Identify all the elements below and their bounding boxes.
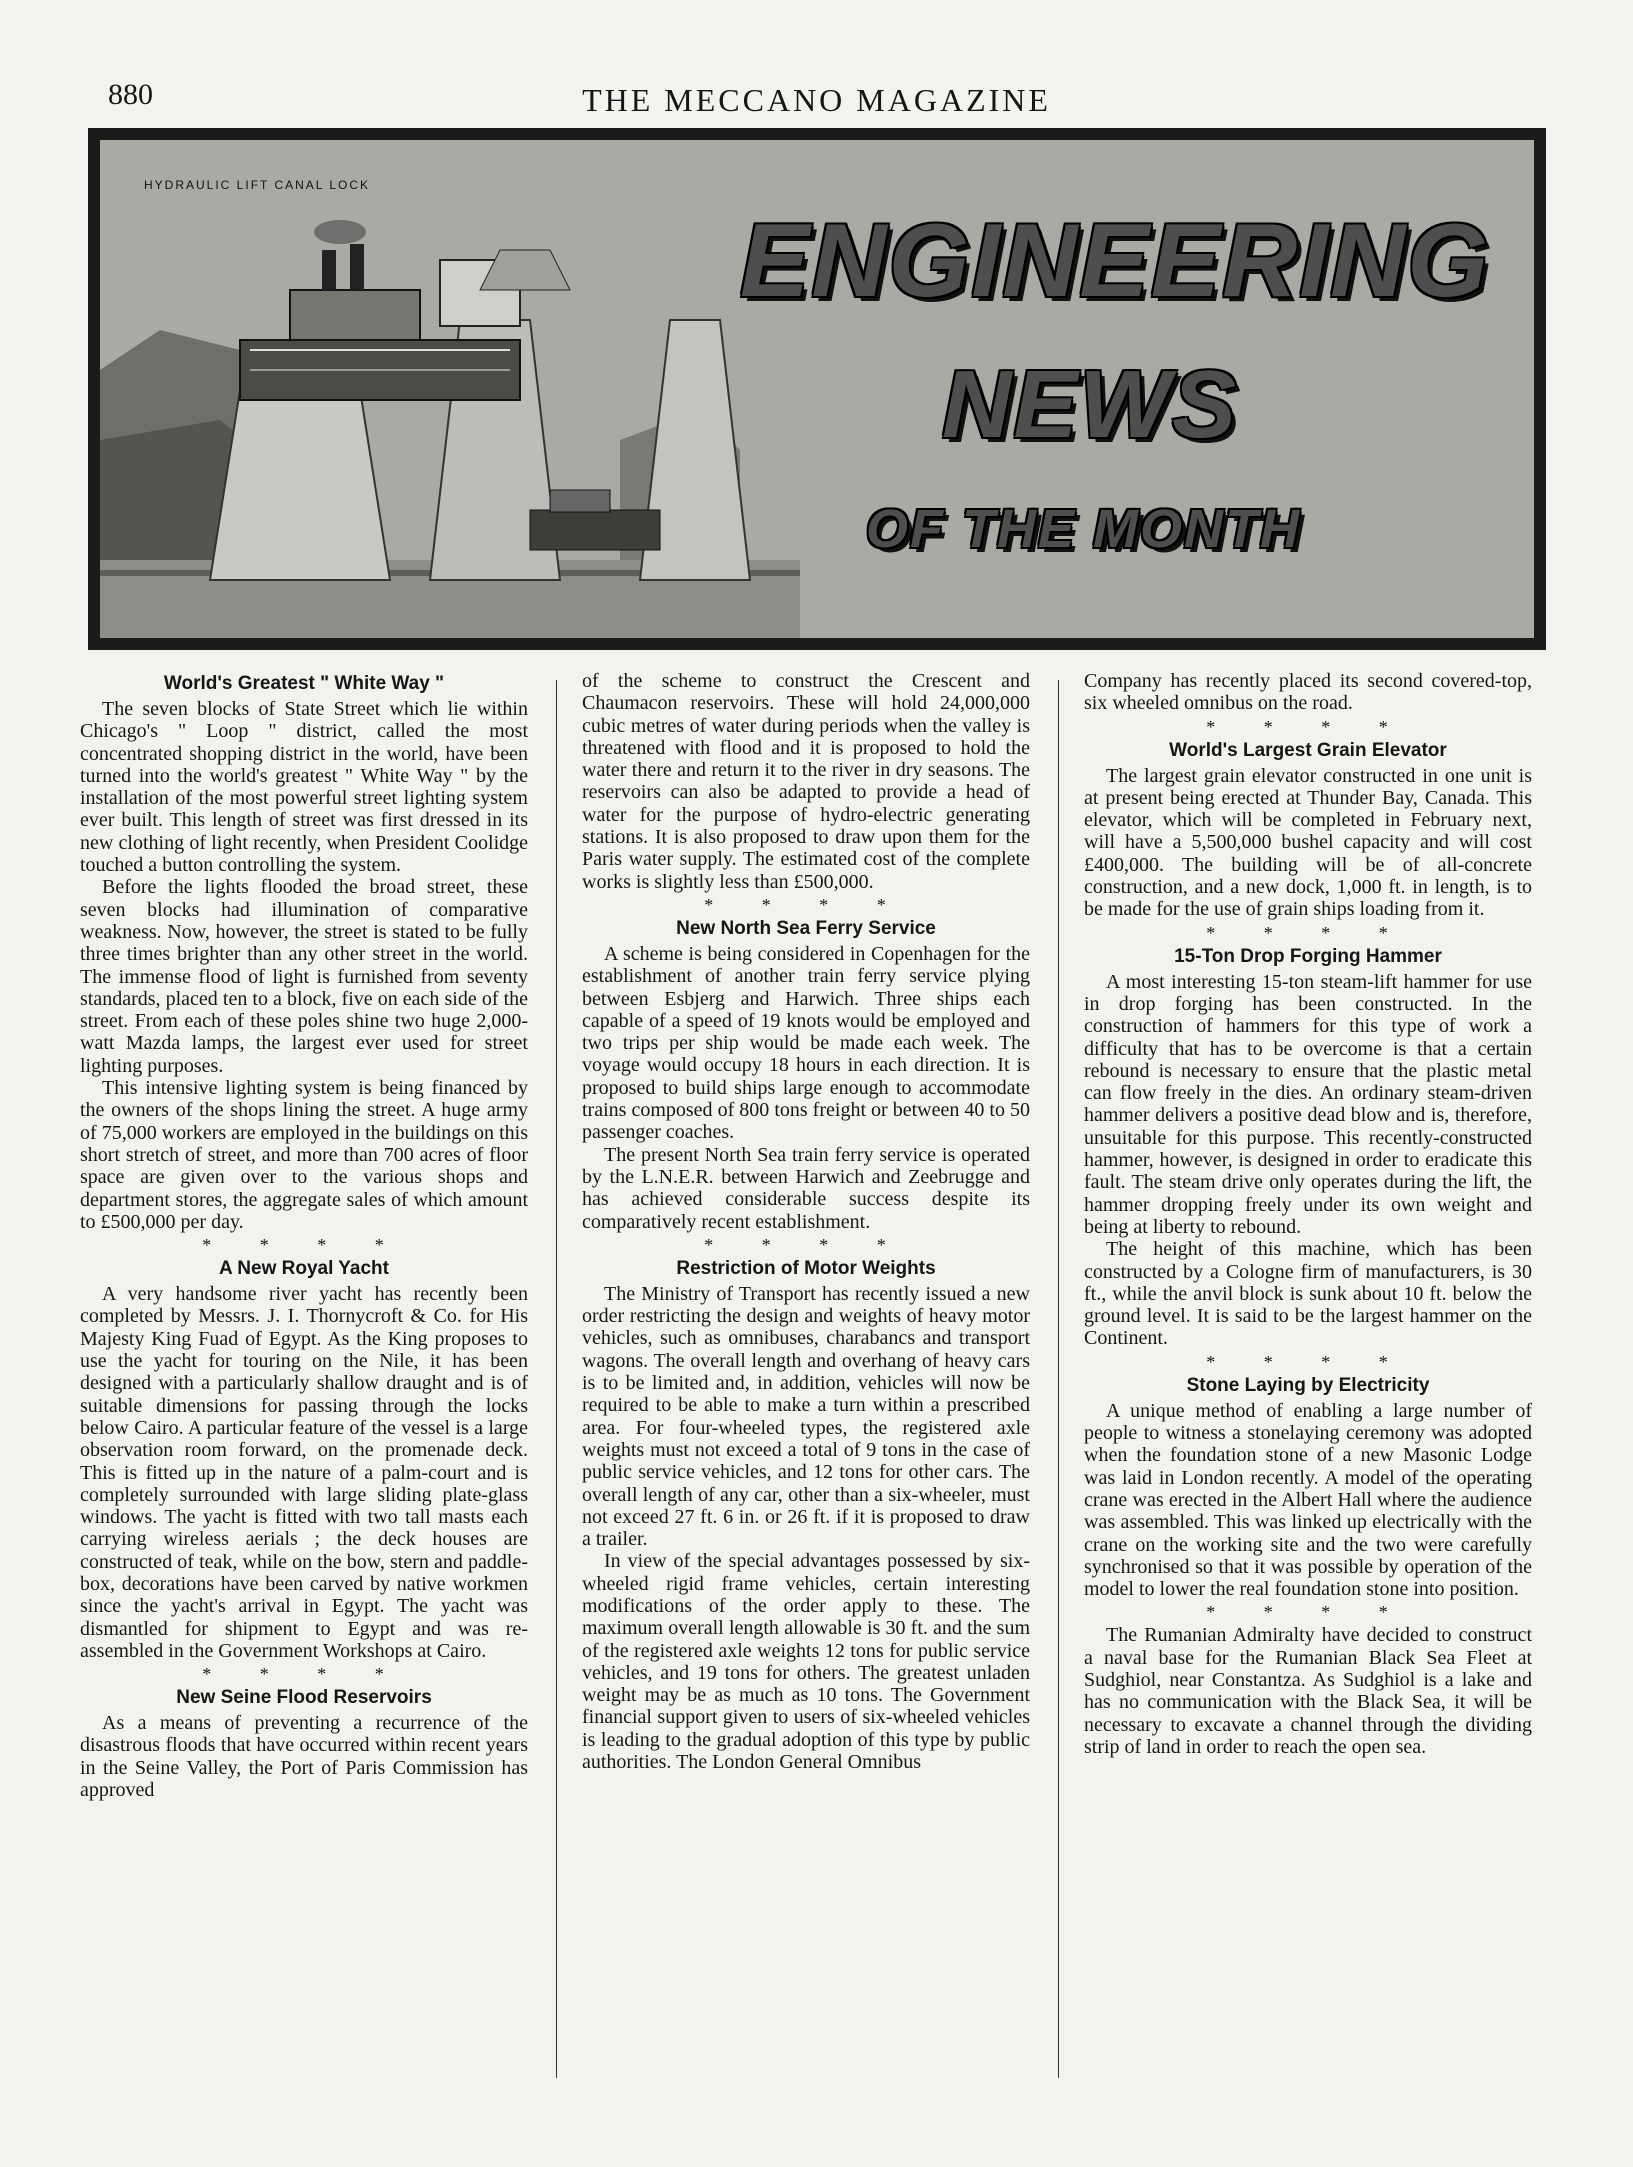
magazine-title: THE MECCANO MAGAZINE <box>582 82 1051 118</box>
article-title: 15-Ton Drop Forging Hammer <box>1174 945 1442 967</box>
column-2 <box>582 670 1030 2070</box>
article-title: Stone Laying by Electricity <box>1186 1374 1430 1396</box>
article-title: World's Largest Grain Elevator <box>1169 739 1447 761</box>
article-paragraph: A unique method of enabling a large number of people to witness a stonelaying ceremony was adopted when the foundation stone of a new Masonic Lodge was laid in London recently. A model of the operating crane was erected in the Albert Hall where the audience was assembled. This was linked up electrically with the crane on the working site and the two were carefully synchronised so that it was possible by operation of the model to lower the real foundation stone into position. <box>1084 1399 1532 1601</box>
article-paragraph: Before the lights flooded the broad street, these seven blocks had illumination of comparative weakness. Now, however, the street is stated to be fully three times brighter than any other street in the world. The immense flood of light is furnished from seventy standards, placed ten to a block, five on each side of the street. From each of these poles shine two huge 2,000-watt Mazda lamps, the largest ever used for street lighting purposes. <box>80 876 528 1077</box>
article-paragraph: As a means of preventing a recurrence of the disastrous floods that have occurred within recent years in the Seine Valley, the Port of Paris Commission has approved <box>80 1712 528 1802</box>
section-separator: * * * * <box>1206 1602 1410 1623</box>
section-separator: * * * * <box>1206 922 1410 943</box>
article-paragraph: of the scheme to construct the Crescent and Chaumacon reservoirs. These will hold 24,000,000 cubic metres of water during periods when the valley is threatened with flood and it is proposed to hold the water there and return it to the river in dry seasons. The reservoirs can also be adapted to provide a head of water for the purpose of hydro-electric generating stations. It is also proposed to draw upon them for the Paris water supply. The estimated cost of the complete works is slightly less than £500,000. <box>582 670 1030 893</box>
article-paragraph: A most interesting 15-ton steam-lift hammer for use in drop forging has been constructed. In the construction of hammers for this type of work a difficulty that has to be overcome is that a certain rebound is necessary to ensure that the plastic metal can flow freely in the dies. An ordinary steam-driven hammer delivers a positive dead blow and is, therefore, unsuitable for this purpose. This recently-constructed hammer, however, is designed in order to eradicate this fault. The steam drive only operates during the lift, the hammer dropping freely under its own weight and being at liberty to rebound. <box>1084 970 1532 1238</box>
article-title: Restriction of Motor Weights <box>676 1257 936 1279</box>
article-paragraph: The height of this machine, which has been constructed by a Cologne firm of manufacturers, is 30 ft., while the anvil block is sunk about 10 ft. below the ground level. It is said to be the largest hammer on the Continent. <box>1084 1238 1532 1350</box>
section-separator: * * * * <box>1206 1351 1410 1372</box>
page-number: 880 <box>108 78 153 111</box>
article-title: New Seine Flood Reservoirs <box>176 1687 432 1709</box>
section-separator: * * * * <box>202 1235 406 1256</box>
banner-title-news: NEWS <box>942 351 1238 458</box>
banner-title-engineering: ENGINEERING <box>740 203 1491 319</box>
article-paragraph: Company has recently placed its second covered-top, six wheeled omnibus on the road. <box>1084 670 1532 715</box>
section-separator: * * * * <box>704 894 908 915</box>
article-paragraph: This intensive lighting system is being financed by the owners of the shops lining the street. A huge army of 75,000 workers are employed in the buildings on this short stretch of street, and more than 700 acres of floor space are given over to the various shops and department stores, the aggregate sales of which amount to £500,000 per day. <box>80 1077 528 1233</box>
article-title: New North Sea Ferry Service <box>676 917 936 939</box>
header-banner <box>88 128 1546 650</box>
column-divider <box>556 680 557 2078</box>
article-paragraph: The largest grain elevator constructed in one unit is at present being erected at Thunder Bay, Canada. This elevator, which will be completed in February next, will have a 5,500,000 bushel capacity and will cost £400,000. The building will be of all-concrete construction, and a new dock, 1,000 ft. in length, is to be made for the use of grain ships loading from it. <box>1084 764 1532 921</box>
article-paragraph: The seven blocks of State Street which lie within Chicago's " Loop " district, called the most concentrated shopping district in the world, have been turned into the world's greatest " White Way " by the installation of the most powerful street lighting system ever built. This length of street was first dressed in its new clothing of light recently, when President Coolidge touched a button controlling the system. <box>80 698 528 877</box>
section-separator: * * * * <box>1206 716 1410 737</box>
article-title: A New Royal Yacht <box>218 1258 389 1280</box>
article-paragraph: A scheme is being considered in Copenhagen for the establishment of another train ferry service plying between Esbjerg and Harwich. Three ships each capable of a speed of 19 knots would be employed and two trips per ship would be made each week. The voyage would occupy 18 hours in each direction. It is proposed to build ships large enough to accommodate trains composed of 800 tons freight or between 40 to 50 passenger coaches. <box>582 942 1030 1144</box>
section-separator: * * * * <box>704 1234 908 1255</box>
banner-caption: HYDRAULIC LIFT CANAL LOCK <box>144 178 371 192</box>
banner-title-of-the-month: OF THE MONTH <box>866 499 1301 559</box>
article-paragraph: The Rumanian Admiralty have decided to construct a naval base for the Rumanian Black Sea Fleet at Sudghiol, near Constantza. As Sudghiol is a lake and has no communication with the Black Sea, it will be necessary to excavate a channel through the dividing strip of land in order to reach the open sea. <box>1084 1624 1532 1758</box>
article-title: World's Greatest " White Way " <box>163 673 445 694</box>
article-paragraph: In view of the special advantages possessed by six-wheeled rigid frame vehicles, certain interesting modifications of the order apply to these. The maximum overall length allowable is 30 ft. and the sum of the registered axle weights 12 tons for public service vehicles, and 19 tons for others. The greatest unladen weight may be as much as 10 tons. The Government financial support given to users of six-wheeled vehicles is leading to the gradual adoption of this type by public authorities. The London General Omnibus <box>582 1550 1030 1774</box>
article-paragraph: The Ministry of Transport has recently issued a new order restricting the design and weights of heavy motor vehicles, such as omnibuses, charabancs and transport wagons. The overall length and overhang of heavy cars is to be limited and, in addition, vehicles will now be required to be able to make a turn within a prescribed area. For four-wheeled types, the registered axle weights must not exceed a total of 9 tons in the case of public service vehicles, and 12 tons for other cars. The overall length of any car, other than a six-wheeler, must not exceed 27 ft. 6 in. or 26 ft. if it is proposed to draw a trailer. <box>582 1282 1030 1551</box>
column-1 <box>80 670 528 2070</box>
column-3 <box>1084 670 1532 2070</box>
article-paragraph: The present North Sea train ferry service is operated by the L.N.E.R. between Harwich and Zeebrugge and has achieved considerable success despite its comparatively recent establishment. <box>582 1143 1030 1233</box>
banner-illustration <box>100 140 1534 638</box>
column-divider <box>1058 680 1059 2078</box>
section-separator: * * * * <box>202 1664 406 1685</box>
article-paragraph: A very handsome river yacht has recently been completed by Messrs. J. I. Thornycroft & Co. for His Majesty King Fuad of Egypt. As the King proposes to use the yacht for touring on the Nile, it has been designed with a particularly shallow draught and is of suitable dimensions for passing through the locks below Cairo. A particular feature of the vessel is a large observation room forward, on the promenade deck. This is fitted up in the nature of a palm-court and is completely surrounded with large sliding plate-glass windows. The yacht is fitted with two tall masts each carrying wireless aerials ; the deck houses are constructed of teak, while on the bow, stern and paddle-box, decorations have been carved by native workmen since the yacht's arrival in Egypt. The yacht was dismantled for shipment to Egypt and was re-assembled in the Government Workshops at Cairo. <box>80 1283 528 1662</box>
